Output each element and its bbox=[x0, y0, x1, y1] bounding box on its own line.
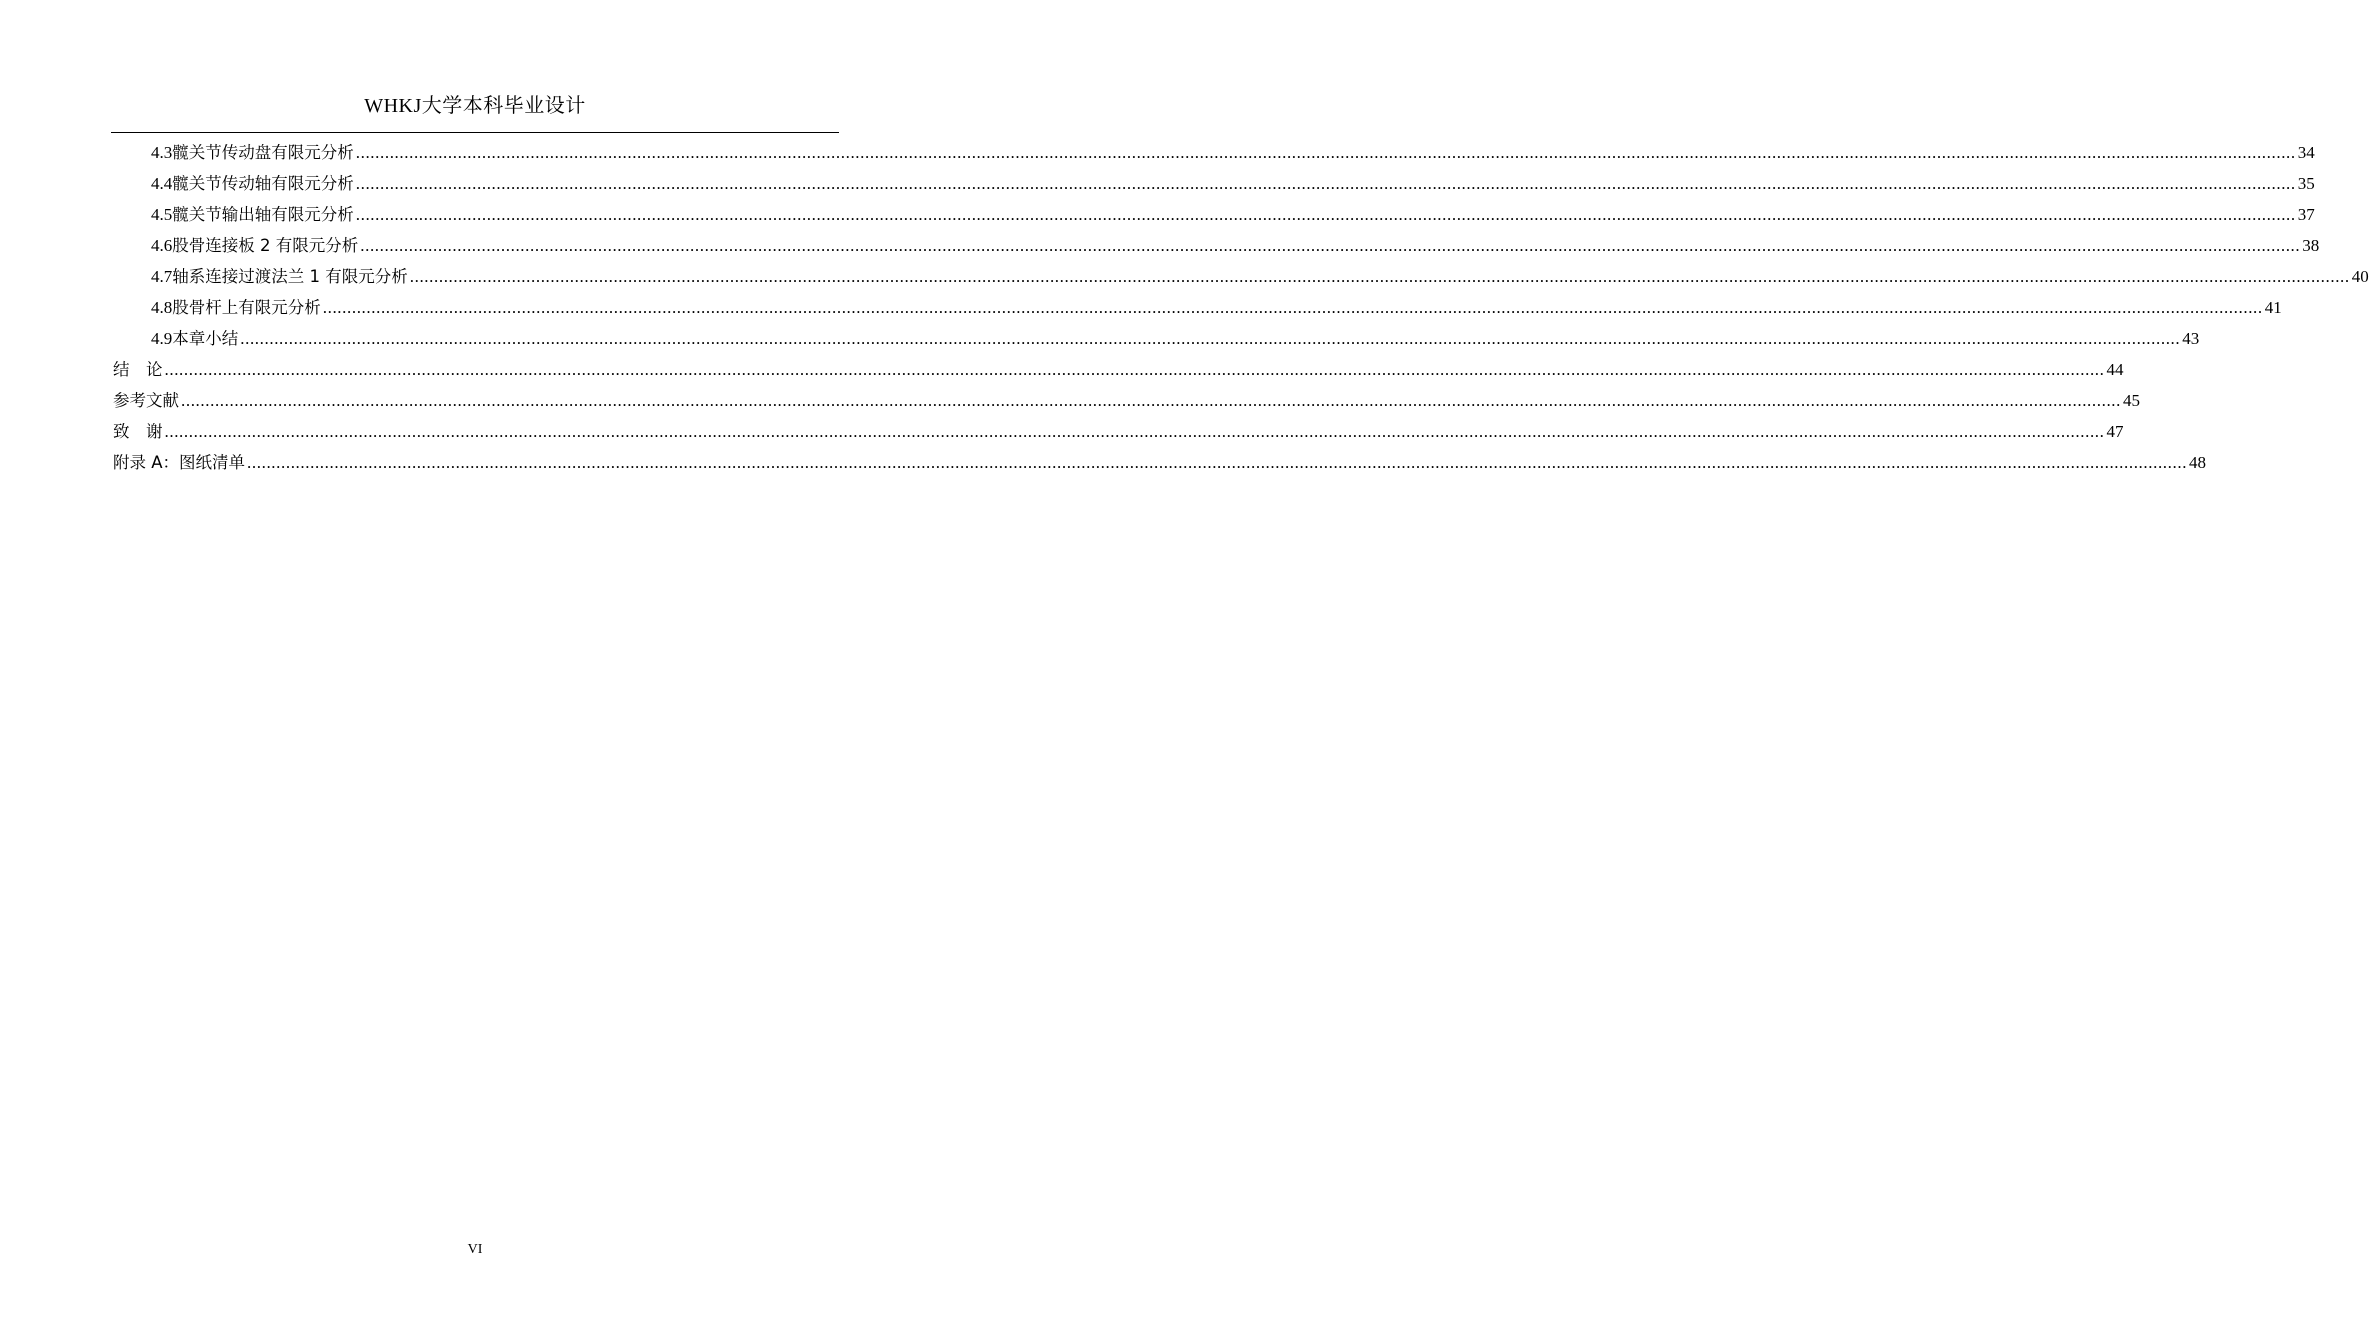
toc-entry-number: 4.4 bbox=[151, 174, 173, 193]
toc-entry-appendix[interactable] bbox=[113, 447, 2207, 478]
toc-entry-number: 4.9 bbox=[151, 329, 173, 348]
toc-entry-page: 48 bbox=[2189, 453, 2207, 472]
toc-entry-number: 4.8 bbox=[151, 298, 173, 317]
toc-entry-title: 本章小结 bbox=[172, 329, 239, 348]
toc-entry-page: 35 bbox=[2297, 174, 2315, 193]
toc-entry-acknowledgements[interactable] bbox=[113, 416, 2124, 447]
toc-entry-page: 38 bbox=[2302, 236, 2320, 255]
toc-entry[interactable] bbox=[113, 230, 2320, 261]
toc-entry-title: 致 谢 bbox=[113, 422, 163, 441]
toc-entry-number: 4.5 bbox=[151, 205, 173, 224]
toc-entry-title: 髋关节传动盘有限元分析 bbox=[172, 143, 354, 162]
toc-leader-dots: ................................................................................................................................................................................................................................................................................................................................................................................................................ bbox=[355, 143, 2296, 162]
toc-entry-title: 髋关节输出轴有限元分析 bbox=[172, 205, 354, 224]
toc-entry-number: 4.3 bbox=[151, 143, 173, 162]
toc-entry-title: 结 论 bbox=[113, 360, 163, 379]
toc-leader-dots: ................................................................................................................................................................................................................................................................................................................................................................................................................ bbox=[164, 422, 2105, 441]
toc-entry-page: 37 bbox=[2297, 205, 2315, 224]
toc-entry-page: 44 bbox=[2106, 360, 2124, 379]
toc-leader-dots: ................................................................................................................................................................................................................................................................................................................................................................................................................ bbox=[355, 174, 2296, 193]
toc-entry-conclusion[interactable] bbox=[113, 354, 2124, 385]
toc-entry-title: 附录 A：图纸清单 bbox=[113, 453, 246, 472]
toc-entry-page: 47 bbox=[2106, 422, 2124, 441]
toc-entry[interactable] bbox=[113, 199, 2315, 230]
toc-entry-page: 40 bbox=[2351, 267, 2369, 286]
toc-entry[interactable] bbox=[113, 168, 2315, 199]
toc-entry-title: 参考文献 bbox=[113, 391, 179, 410]
page-header-title: WHKJ大学本科毕业设计 bbox=[364, 95, 586, 117]
toc-entry[interactable] bbox=[113, 323, 2200, 354]
toc-entry-page: 34 bbox=[2297, 143, 2315, 162]
toc-entry-title: 股骨连接板 2 有限元分析 bbox=[172, 236, 359, 255]
toc-entry[interactable] bbox=[113, 292, 2282, 323]
toc-entry-number: 4.6 bbox=[151, 236, 173, 255]
table-of-contents bbox=[113, 137, 2369, 478]
toc-entry-references[interactable] bbox=[113, 385, 2140, 416]
page-number: VI bbox=[467, 1242, 483, 1257]
toc-leader-dots: ................................................................................................................................................................................................................................................................................................................................................................................................................ bbox=[181, 391, 2121, 410]
toc-leader-dots: ................................................................................................................................................................................................................................................................................................................................................................................................................ bbox=[409, 267, 2350, 286]
toc-leader-dots: ................................................................................................................................................................................................................................................................................................................................................................................................................ bbox=[240, 329, 2181, 348]
toc-entry-title: 股骨杆上有限元分析 bbox=[172, 298, 321, 317]
toc-leader-dots: ................................................................................................................................................................................................................................................................................................................................................................................................................ bbox=[164, 360, 2105, 379]
toc-leader-dots: ................................................................................................................................................................................................................................................................................................................................................................................................................ bbox=[322, 298, 2263, 317]
toc-entry[interactable] bbox=[113, 137, 2315, 168]
toc-leader-dots: ................................................................................................................................................................................................................................................................................................................................................................................................................ bbox=[360, 236, 2301, 255]
toc-entry-title: 轴系连接过渡法兰 1 有限元分析 bbox=[172, 267, 408, 286]
toc-entry-number: 4.7 bbox=[151, 267, 173, 286]
toc-entry-page: 43 bbox=[2182, 329, 2200, 348]
toc-entry-page: 41 bbox=[2264, 298, 2282, 317]
toc-entry-page: 45 bbox=[2123, 391, 2140, 410]
toc-leader-dots: ................................................................................................................................................................................................................................................................................................................................................................................................................ bbox=[247, 453, 2188, 472]
toc-entry[interactable] bbox=[113, 261, 2369, 292]
toc-leader-dots: ................................................................................................................................................................................................................................................................................................................................................................................................................ bbox=[355, 205, 2296, 224]
toc-entry-title: 髋关节传动轴有限元分析 bbox=[172, 174, 354, 193]
header-divider bbox=[111, 132, 839, 133]
